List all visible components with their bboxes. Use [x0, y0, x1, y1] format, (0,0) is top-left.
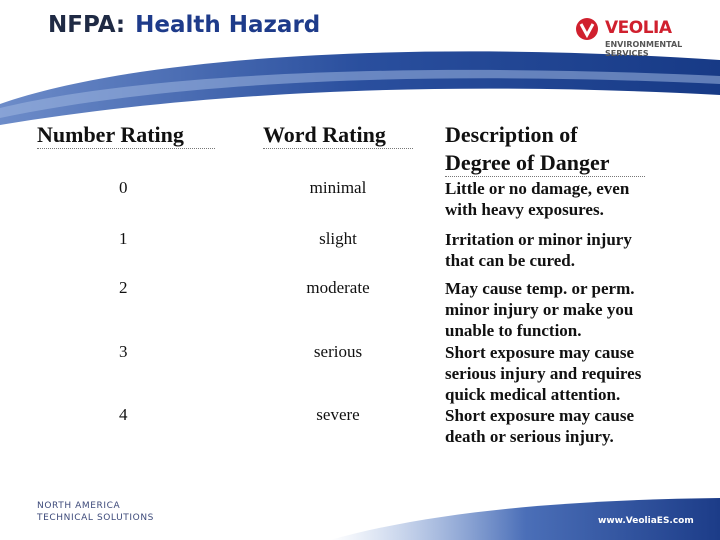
- row-number-0: 0: [119, 178, 128, 197]
- row-description-4: Short exposure may cause death or serious injury.: [445, 406, 635, 446]
- header-number-rating: Number Rating: [37, 122, 184, 147]
- footer-website-link[interactable]: www.VeoliaES.com: [598, 516, 694, 526]
- header-description-line1: Description of: [445, 122, 578, 147]
- row-word-1: slight: [319, 229, 357, 248]
- footer-division-label: NORTH AMERICA TECHNICAL SOLUTIONS: [37, 501, 154, 523]
- header-description-line2: Degree of Danger: [445, 150, 610, 175]
- row-description-3: Short exposure may cause serious injury and requires quick medical attention.: [445, 343, 642, 404]
- logo-subtitle: ENVIRONMENTAL SERVICES: [605, 40, 683, 58]
- row-word-3: serious: [313, 342, 363, 361]
- logo-wordmark: VEOLIA: [605, 18, 672, 38]
- row-description-0: Little or no damage, even with heavy exposures.: [445, 179, 630, 219]
- row-word-2: moderate: [306, 278, 370, 297]
- row-number-1: 1: [119, 229, 128, 248]
- row-number-4: 4: [119, 405, 128, 424]
- header-word-rating: Word Rating: [263, 122, 386, 147]
- row-description-1: Irritation or minor injury that can be cured.: [445, 230, 632, 270]
- row-description-2: May cause temp. or perm. minor injury or make you unable to function.: [445, 279, 635, 340]
- row-number-2: 2: [119, 278, 128, 297]
- row-number-3: 3: [119, 342, 128, 361]
- title-main: Health Hazard: [135, 12, 321, 38]
- row-word-0: minimal: [309, 178, 367, 197]
- row-word-4: severe: [316, 405, 360, 424]
- title-prefix: NFPA:: [48, 12, 126, 38]
